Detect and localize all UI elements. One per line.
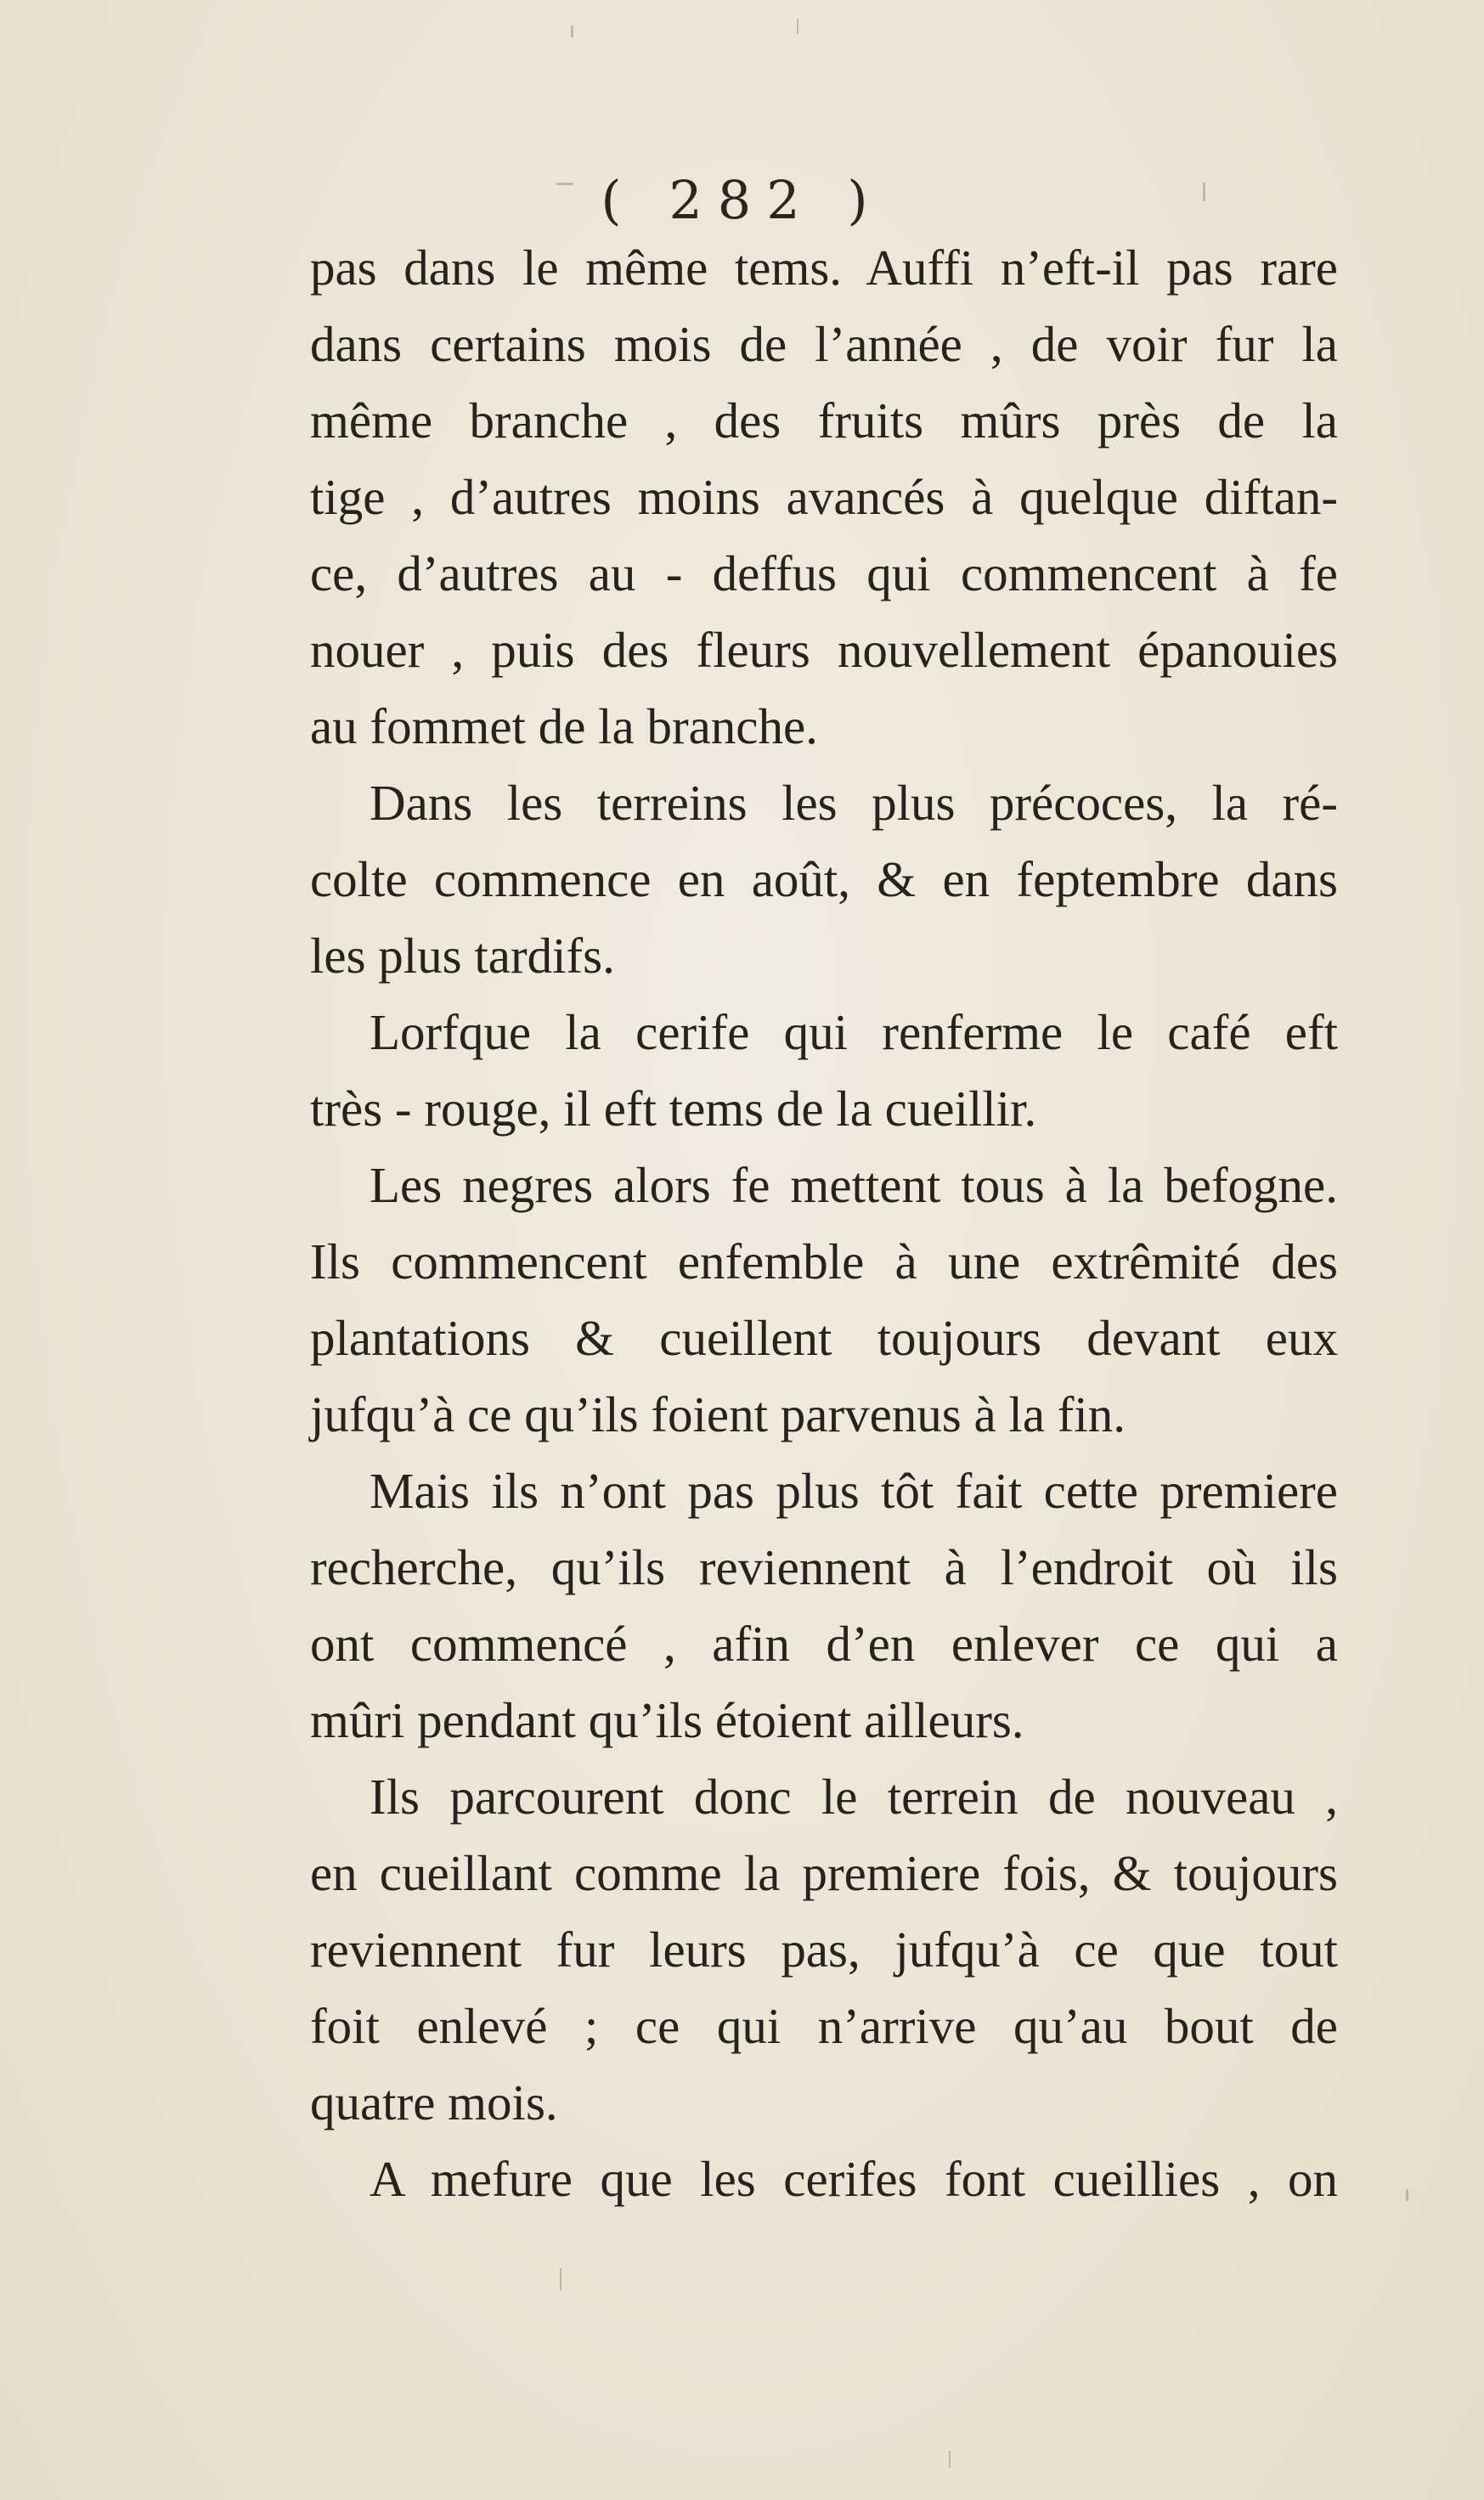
body-text	[310, 229, 1338, 2217]
text-line: A mefure que les cerifes font cueillies , on	[370, 2151, 1338, 2207]
text-line: foit enlevé ; ce qui n’arrive qu’au bout de	[310, 1998, 1338, 2054]
text-line: Ils parcourent donc le terrein de nouveau ,	[370, 1769, 1338, 1825]
page-number-header: ( 282 )	[601, 169, 883, 231]
paper-speck	[560, 2268, 561, 2290]
text-line: au fommet de la branche.	[310, 698, 818, 754]
text-line: Les negres alors fe mettent tous à la befogne.	[370, 1157, 1338, 1213]
text-line: plantations & cueillent toujours devant eux	[310, 1310, 1338, 1366]
paper-speck	[571, 25, 573, 37]
text-line: Mais ils n’ont pas plus tôt fait cette premiere	[370, 1463, 1338, 1519]
text-line: quatre mois.	[310, 2074, 558, 2130]
text-line: recherche, qu’ils reviennent à l’endroit où ils	[310, 1539, 1338, 1595]
text-line: les plus tardifs.	[310, 928, 615, 984]
text-line: très - rouge, il eft tems de la cueillir.	[310, 1081, 1037, 1137]
text-line: ont commencé , afin d’en enlever ce qui a	[310, 1616, 1338, 1672]
text-line: tige , d’autres moins avancés à quelque diftan-	[310, 469, 1338, 525]
text-line: pas dans le même tems. Auffi n’eft-il pas rare	[310, 240, 1338, 296]
paper-speck	[1406, 2189, 1408, 2201]
paper-speck	[949, 2451, 951, 2468]
text-line: reviennent fur leurs pas, jufqu’à ce que tout	[310, 1922, 1338, 1978]
text-line: nouer , puis des fleurs nouvellement épanouies	[310, 622, 1338, 678]
text-line: Lorfque la cerife qui renferme le café eft	[370, 1004, 1338, 1060]
text-line: ce, d’autres au - deffus qui commencent à fe	[310, 545, 1338, 601]
text-line: Dans les terreins les plus précoces, la ré-	[370, 775, 1338, 831]
text-line: dans certains mois de l’année , de voir fur la	[310, 316, 1338, 372]
text-line: mûri pendant qu’ils étoient ailleurs.	[310, 1692, 1024, 1748]
text-line: Ils commencent enfemble à une extrêmité des	[310, 1233, 1338, 1290]
text-line: en cueillant comme la premiere fois, & toujours	[310, 1845, 1338, 1901]
text-line: jufqu’à ce qu’ils foient parvenus à la fin.	[310, 1386, 1126, 1442]
text-line: colte commence en août, & en feptembre dans	[310, 851, 1338, 907]
text-line: même branche , des fruits mûrs près de la	[310, 392, 1338, 449]
paper-speck	[797, 19, 798, 34]
